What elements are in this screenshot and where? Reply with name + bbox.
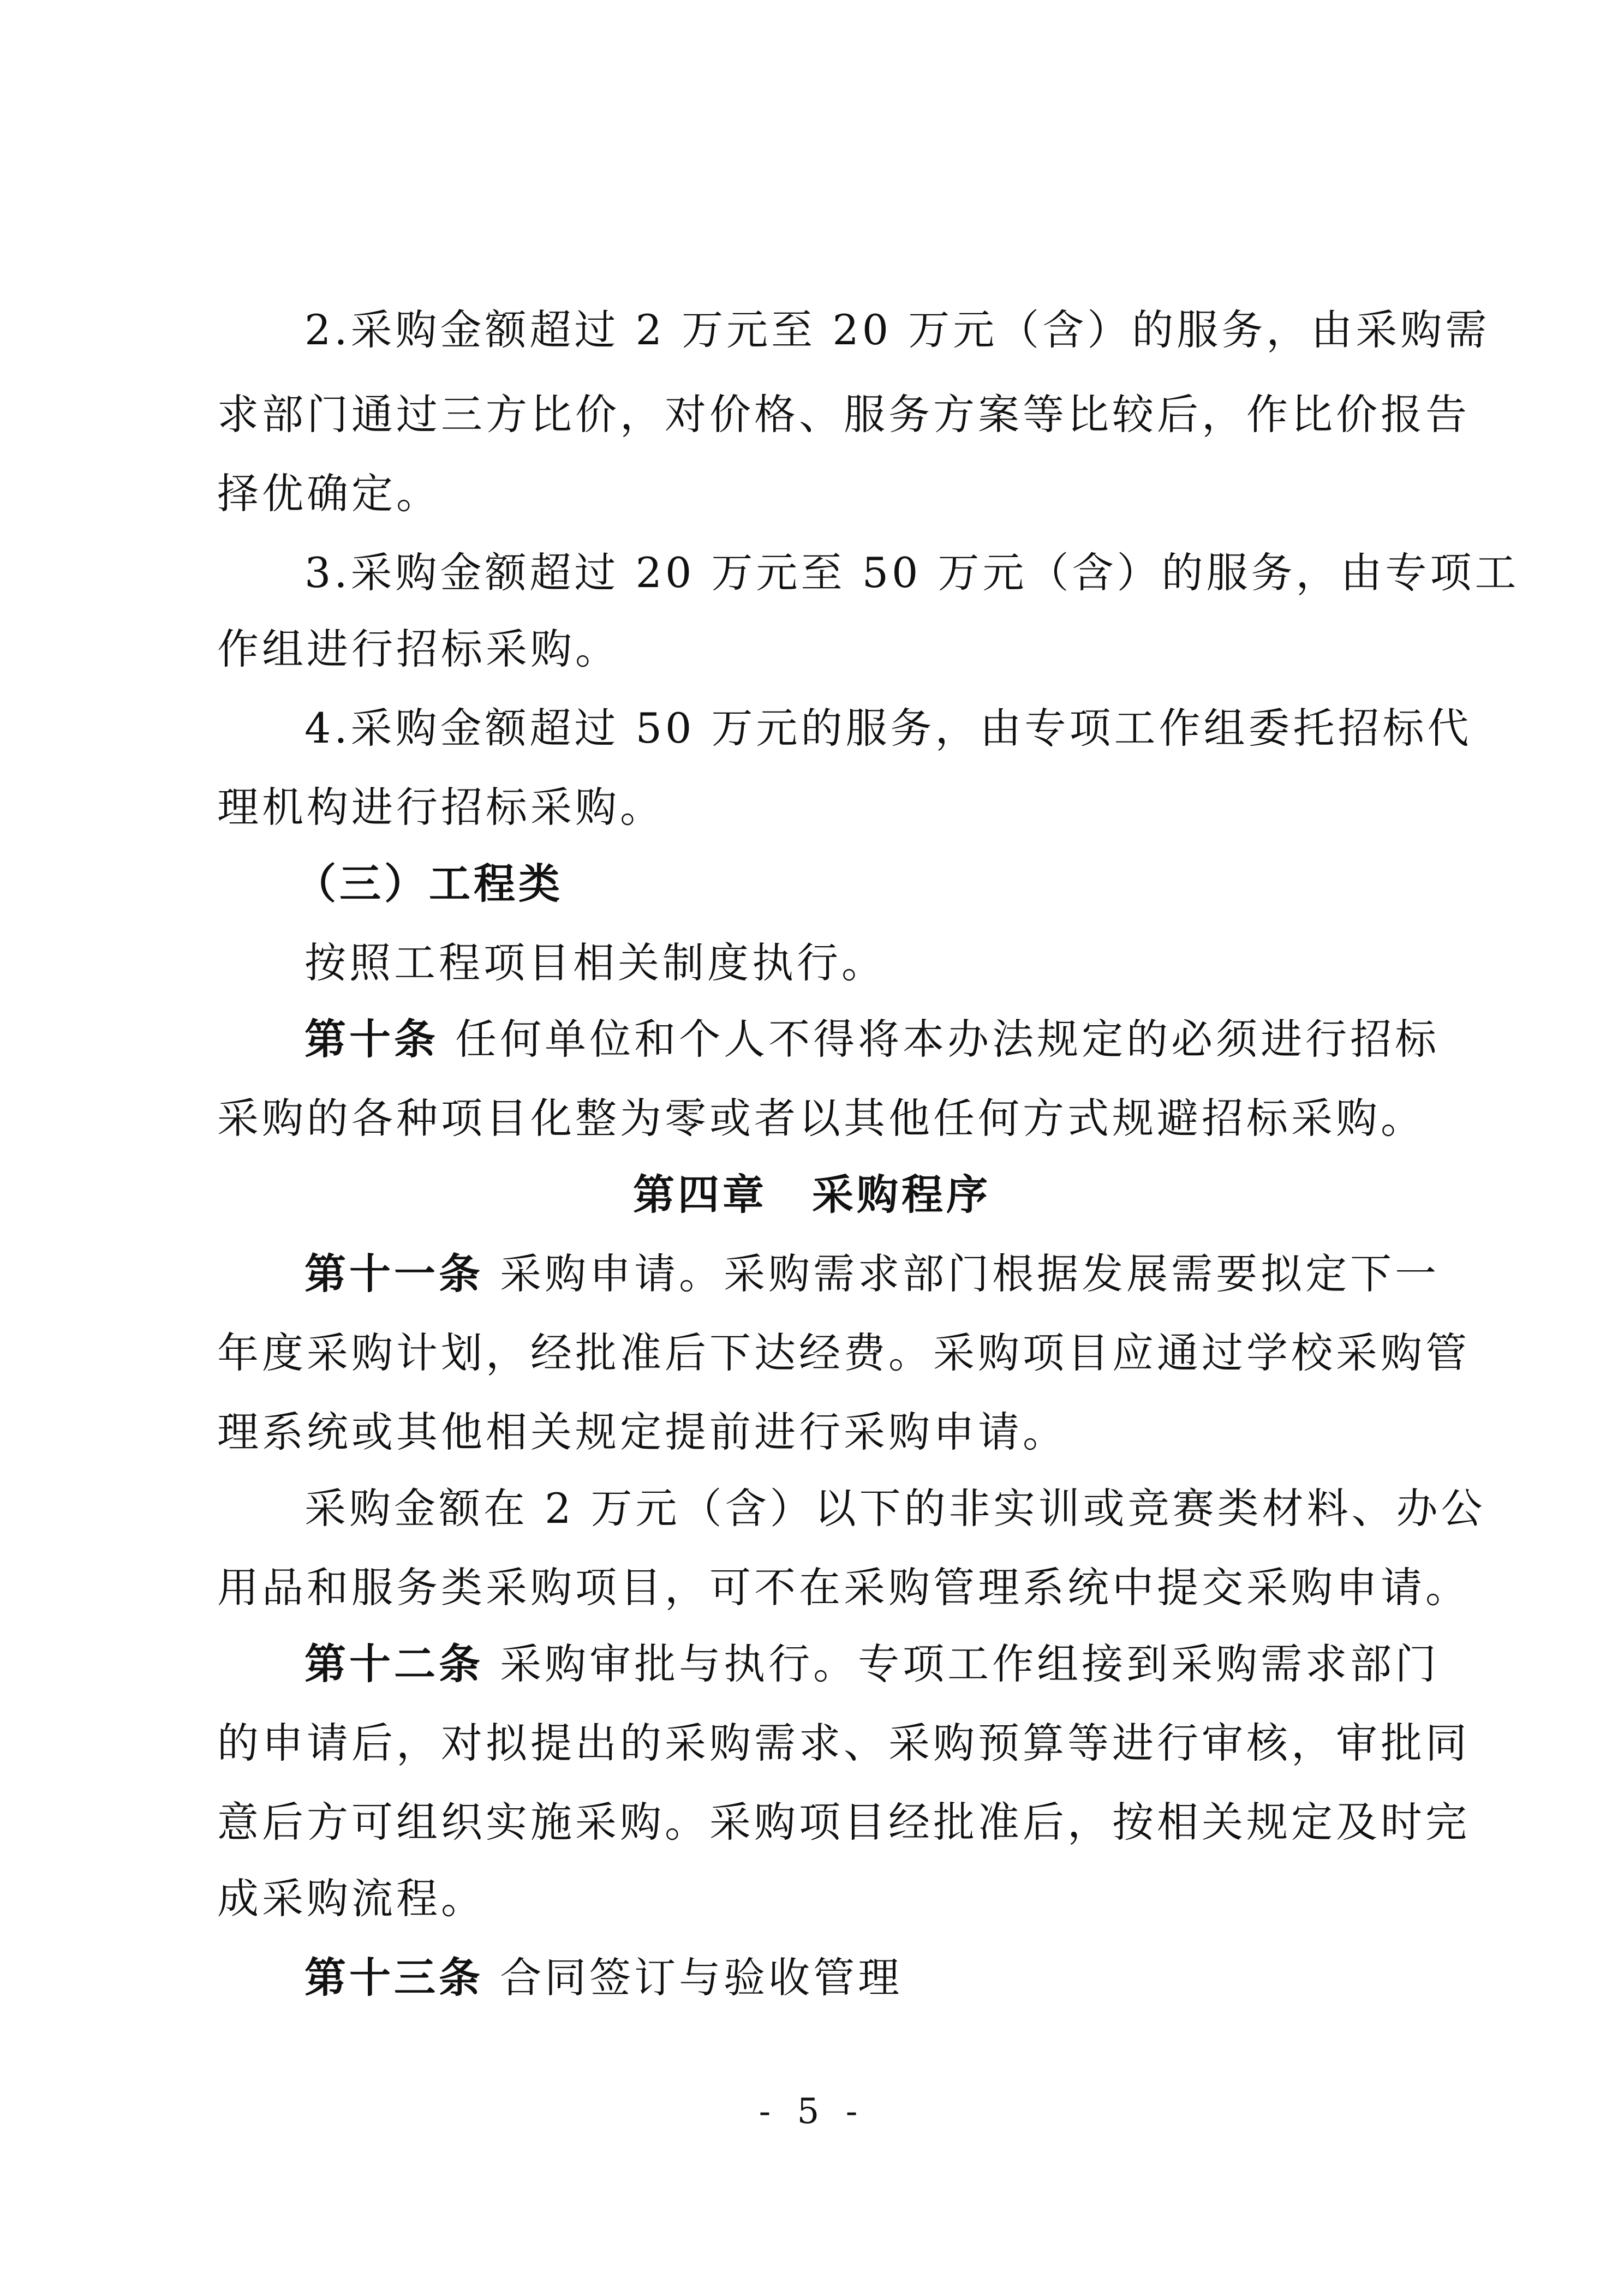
paragraph-line: 年度采购计划，经批准后下达经费。采购项目应通过学校采购管 (217, 1329, 1470, 1377)
paragraph-line: 作组进行招标采购。 (217, 625, 620, 673)
paragraph-line: 意后方可组织实施采购。采购项目经批准后，按相关规定及时完 (217, 1798, 1470, 1846)
paragraph-line: 理机构进行招标采购。 (217, 783, 665, 832)
paragraph-line: 2.采购金额超过 2 万元至 20 万元（含）的服务，由采购需 (304, 306, 1490, 354)
article-13-line-1 (304, 1951, 903, 2005)
section-heading: （三）工程类 (295, 859, 563, 908)
paragraph-line: 按照工程项目相关制度执行。 (304, 938, 886, 987)
paragraph-line: 4.采购金额超过 50 万元的服务，由专项工作组委托招标代 (304, 704, 1472, 752)
paragraph-line: 采购的各种项目化整为零或者以其他任何方式规避招标采购。 (217, 1094, 1425, 1143)
paragraph-line: 求部门通过三方比价，对价格、服务方案等比较后，作比价报告 (217, 390, 1470, 439)
article-label: 第十条 (304, 1015, 439, 1063)
paragraph-line: 3.采购金额超过 20 万元至 50 万元（含）的服务，由专项工 (304, 548, 1520, 597)
article-11-line-1 (304, 1247, 1440, 1301)
paragraph-line: 用品和服务类采购项目，可不在采购管理系统中提交采购申请。 (217, 1563, 1470, 1612)
chapter-title: 第四章 采购程序 (633, 1170, 991, 1219)
paragraph-line: 理系统或其他相关规定提前进行采购申请。 (217, 1408, 1067, 1456)
page-number: - 5 - (759, 2091, 865, 2132)
article-label: 第十三条 (304, 1953, 483, 2002)
article-10-line-1 (304, 1012, 1440, 1067)
article-text: 采购申请。采购需求部门根据发展需要拟定下一 (500, 1249, 1440, 1298)
article-text: 合同签订与验收管理 (500, 1953, 903, 2002)
article-label: 第十一条 (304, 1249, 483, 1298)
article-label: 第十二条 (304, 1640, 483, 1688)
article-12-line-1 (304, 1637, 1440, 1691)
paragraph-line: 采购金额在 2 万元（含）以下的非实训或竞赛类材料、办公 (304, 1484, 1486, 1533)
article-text: 采购审批与执行。专项工作组接到采购需求部门 (500, 1640, 1440, 1688)
article-text: 任何单位和个人不得将本办法规定的必须进行招标 (455, 1015, 1440, 1063)
paragraph-line: 择优确定。 (217, 469, 441, 518)
paragraph-line: 的申请后，对拟提出的采购需求、采购预算等进行审核，审批同 (217, 1719, 1470, 1767)
paragraph-line: 成采购流程。 (217, 1874, 486, 1923)
